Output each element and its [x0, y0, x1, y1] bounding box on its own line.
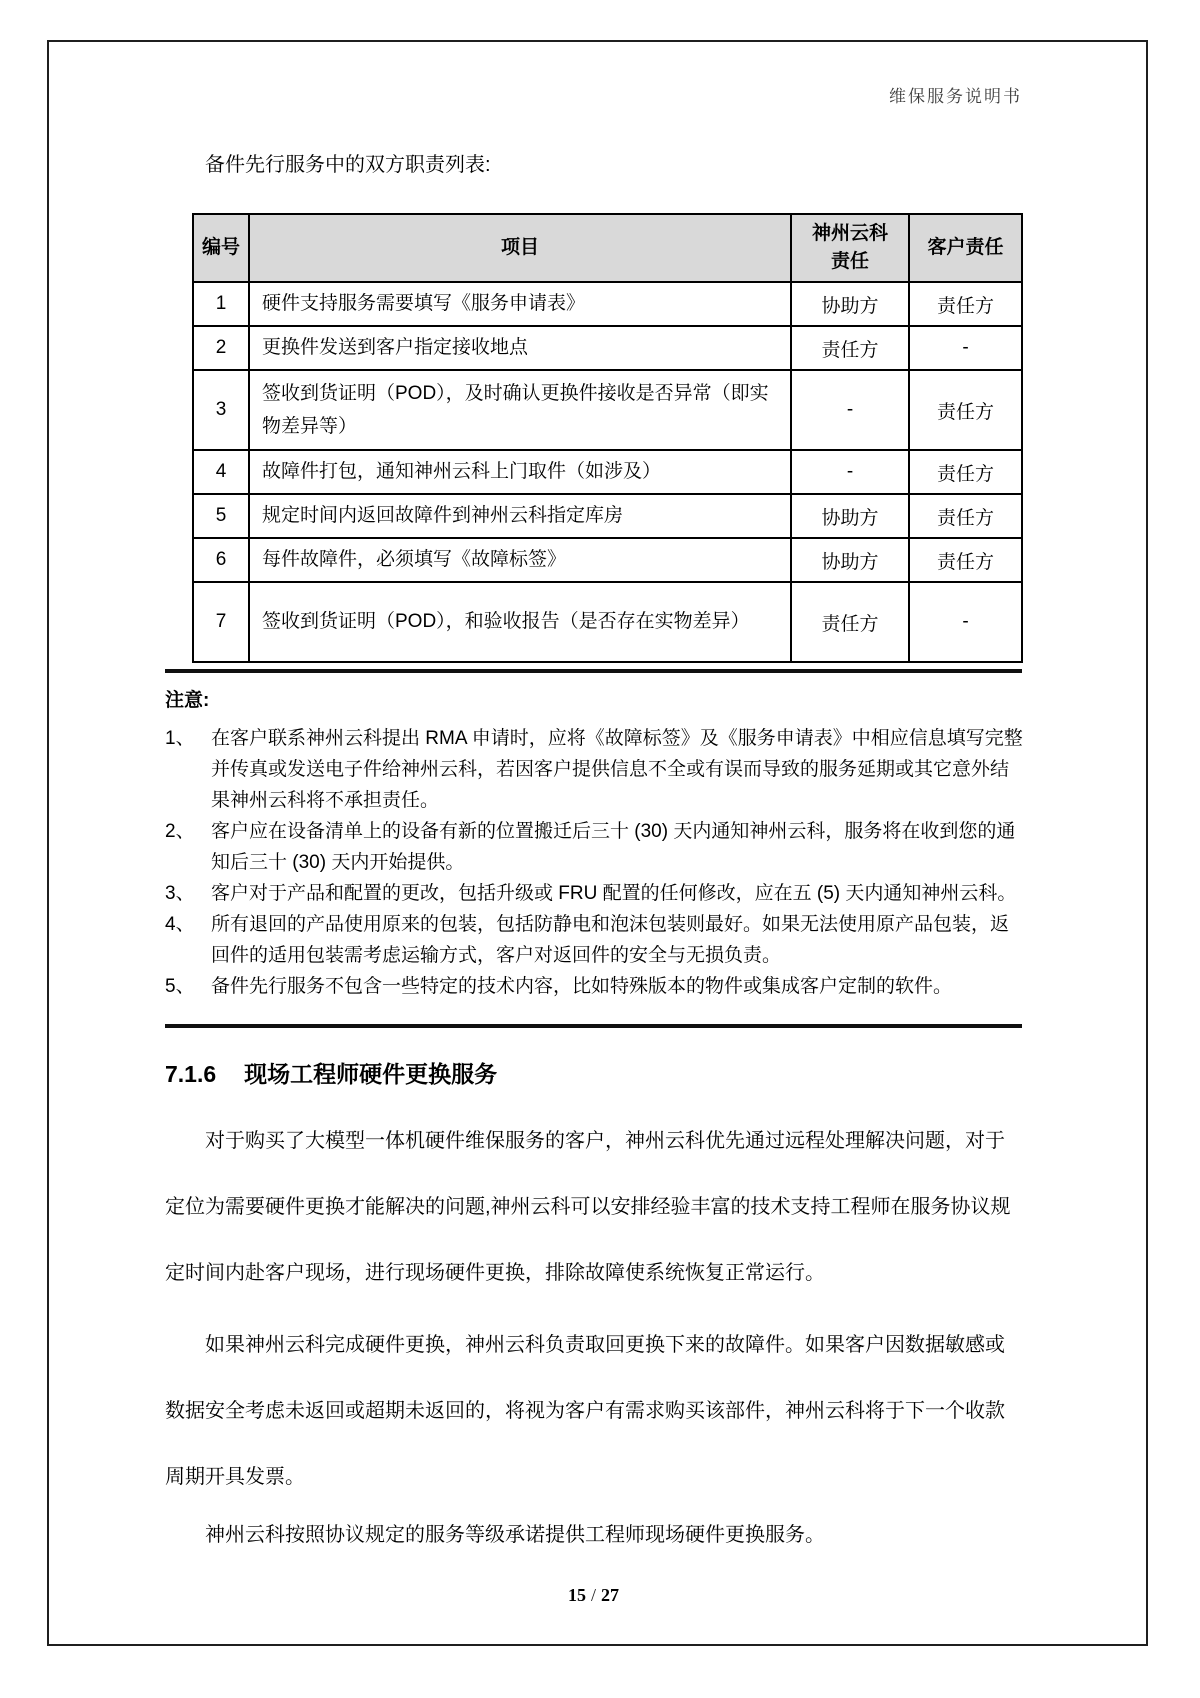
row-vendor-cell: 协助方: [791, 494, 909, 538]
row-item-cell: 硬件支持服务需要填写《服务申请表》: [249, 282, 791, 326]
note-text: 客户应在设备清单上的设备有新的位置搬迁后三十 (30) 天内通知神州云科，服务将在收到您的通知后三十 (30) 天内开始提供。: [211, 821, 1016, 873]
table-row: [193, 370, 1022, 450]
note-item: [165, 816, 1025, 878]
note-item: [165, 971, 1025, 1002]
row-item-cell: 故障件打包，通知神州云科上门取件（如涉及）: [249, 450, 791, 494]
row-vendor-cell: -: [791, 370, 909, 450]
responsibility-table: [192, 213, 1023, 663]
section-title: 现场工程师硬件更换服务: [244, 1061, 498, 1087]
section-number: 7.1.6: [165, 1061, 217, 1087]
table-row: [193, 326, 1022, 370]
table-intro-text: 备件先行服务中的双方职责列表:: [205, 154, 491, 176]
col-header-customer: 客户责任: [909, 214, 1022, 282]
row-number-cell: 2: [193, 326, 249, 370]
note-text: 在客户联系神州云科提出 RMA 申请时，应将《故障标签》及《服务申请表》中相应信息填写完整并传真或发送电子件给神州云科，若因客户提供信息不全或有误而导致的服务延期或其它意外结果神州云科将不承担责任。: [211, 728, 1023, 811]
table-row: [193, 450, 1022, 494]
body-paragraph: 如果神州云科完成硬件更换，神州云科负责取回更换下来的故障件。如果客户因数据敏感或数据安全考虑未返回或超期未返回的，将视为客户有需求购买该部件，神州云科将于下一个收款周期开具发票。: [165, 1334, 1005, 1488]
notes-list: [165, 723, 1025, 1002]
col-header-item: 项目: [249, 214, 791, 282]
row-item-cell: 每件故障件，必须填写《故障标签》: [249, 538, 791, 582]
row-customer-cell: -: [909, 582, 1022, 662]
table-row: [193, 282, 1022, 326]
table-header-row: [193, 214, 1022, 282]
note-marker: 3、: [165, 883, 195, 904]
row-customer-cell: 责任方: [909, 370, 1022, 450]
col-header-vendor: 神州云科 责任: [791, 214, 909, 282]
row-customer-cell: 责任方: [909, 538, 1022, 582]
row-item-cell: 签收到货证明（POD），和验收报告（是否存在实物差异）: [249, 582, 791, 662]
row-vendor-cell: 责任方: [791, 582, 909, 662]
note-item: [165, 723, 1025, 816]
document-header-title: 维保服务说明书: [889, 87, 1022, 106]
table-row: [193, 494, 1022, 538]
row-customer-cell: 责任方: [909, 450, 1022, 494]
notes-label: 注意:: [165, 690, 210, 711]
note-marker: 4、: [165, 914, 195, 935]
total-page-count: 27: [601, 1585, 619, 1605]
note-marker: 5、: [165, 976, 195, 997]
note-item: [165, 909, 1025, 971]
body-paragraph: 对于购买了大模型一体机硬件维保服务的客户，神州云科优先通过远程处理解决问题，对于定位为需要硬件更换才能解决的问题,神州云科可以安排经验丰富的技术支持工程师在服务协议规定时间内赴客户现场，进行现场硬件更换，排除故障使系统恢复正常运行。: [165, 1130, 1011, 1284]
row-number-cell: 3: [193, 370, 249, 450]
row-vendor-cell: -: [791, 450, 909, 494]
row-number-cell: 6: [193, 538, 249, 582]
row-customer-cell: 责任方: [909, 282, 1022, 326]
section-heading: [165, 1056, 497, 1089]
divider-rule-bottom: [165, 1024, 1022, 1028]
note-text: 所有退回的产品使用原来的包装，包括防静电和泡沫包装则最好。如果无法使用原产品包装，返回件的适用包装需考虑运输方式，客户对返回件的安全与无损负责。: [211, 914, 1010, 966]
row-item-cell: 规定时间内返回故障件到神州云科指定库房: [249, 494, 791, 538]
row-number-cell: 4: [193, 450, 249, 494]
table-row: [193, 582, 1022, 662]
note-text: 备件先行服务不包含一些特定的技术内容，比如特殊版本的物件或集成客户定制的软件。: [211, 976, 953, 997]
page-number-footer: [165, 1585, 1022, 1606]
row-item-cell: 更换件发送到客户指定接收地点: [249, 326, 791, 370]
row-customer-cell: -: [909, 326, 1022, 370]
note-text: 客户对于产品和配置的更改，包括升级或 FRU 配置的任何修改，应在五 (5) 天内通知神州云科。: [211, 883, 1017, 904]
row-number-cell: 7: [193, 582, 249, 662]
divider-rule-top: [165, 669, 1022, 673]
body-paragraph: 神州云科按照协议规定的服务等级承诺提供工程师现场硬件更换服务。: [205, 1524, 825, 1546]
page-number-separator: /: [590, 1585, 596, 1605]
row-vendor-cell: 协助方: [791, 538, 909, 582]
row-customer-cell: 责任方: [909, 494, 1022, 538]
col-header-number: 编号: [193, 214, 249, 282]
row-item-cell: 签收到货证明（POD），及时确认更换件接收是否异常（即实物差异等）: [249, 370, 791, 450]
note-item: [165, 878, 1025, 909]
row-number-cell: 1: [193, 282, 249, 326]
table-row: [193, 538, 1022, 582]
row-vendor-cell: 协助方: [791, 282, 909, 326]
row-number-cell: 5: [193, 494, 249, 538]
note-marker: 2、: [165, 821, 195, 842]
current-page-number: 15: [567, 1585, 586, 1605]
note-marker: 1、: [165, 728, 195, 749]
row-vendor-cell: 责任方: [791, 326, 909, 370]
